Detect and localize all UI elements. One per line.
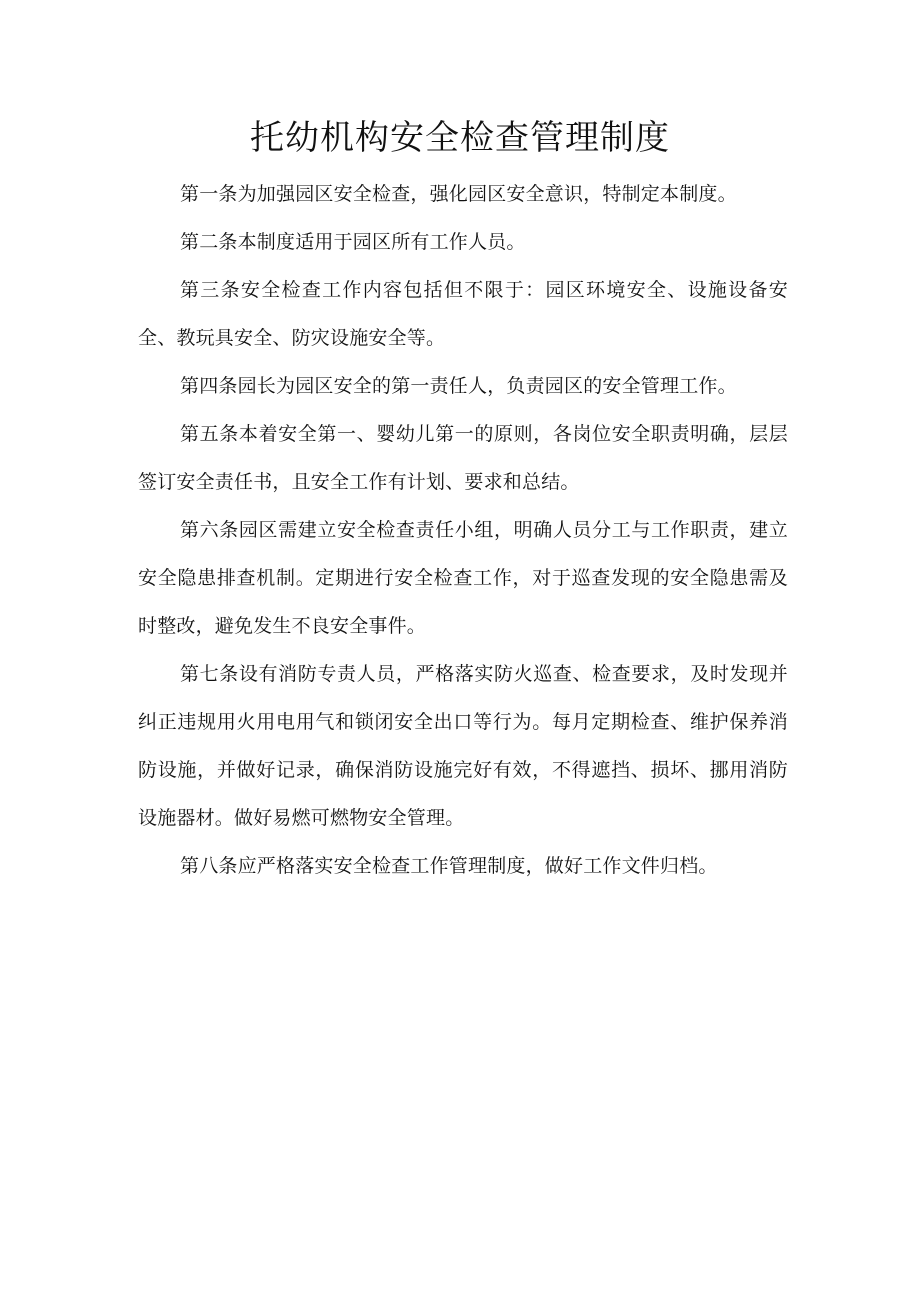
article-2: 第二条本制度适用于园区所有工作人员。 (180, 231, 526, 253)
article-1: 第一条为加强园区安全检查，强化园区安全意识，特制定本制度。 (180, 183, 737, 205)
article-4: 第四条园长为园区安全的第一责任人，负责园区的安全管理工作。 (180, 375, 737, 397)
article-8: 第八条应严格落实安全检查工作管理制度，做好工作文件归档。 (180, 855, 718, 877)
article-3: 第三条安全检查工作内容包括但不限于：园区环境安全、设施设备安全、教玩具安全、防灾设施安全等。 (138, 279, 788, 349)
article-5: 第五条本着安全第一、婴幼儿第一的原则，各岗位安全职责明确，层层签订安全责任书，且安全工作有计划、要求和总结。 (138, 423, 788, 493)
article-6: 第六条园区需建立安全检查责任小组，明确人员分工与工作职责，建立安全隐患排查机制。定期进行安全检查工作，对于巡查发现的安全隐患需及时整改，避免发生不良安全事件。 (138, 519, 788, 637)
document-title: 托幼机构安全检查管理制度 (250, 118, 670, 158)
document-body (138, 170, 788, 890)
article-7: 第七条设有消防专责人员，严格落实防火巡查、检查要求，及时发现并纠正违规用火用电用气和锁闭安全出口等行为。每月定期检查、维护保养消防设施，并做好记录，确保消防设施完好有效，不得遮挡、损坏、挪用消防设施器材。做好易燃可燃物安全管理。 (138, 663, 788, 829)
